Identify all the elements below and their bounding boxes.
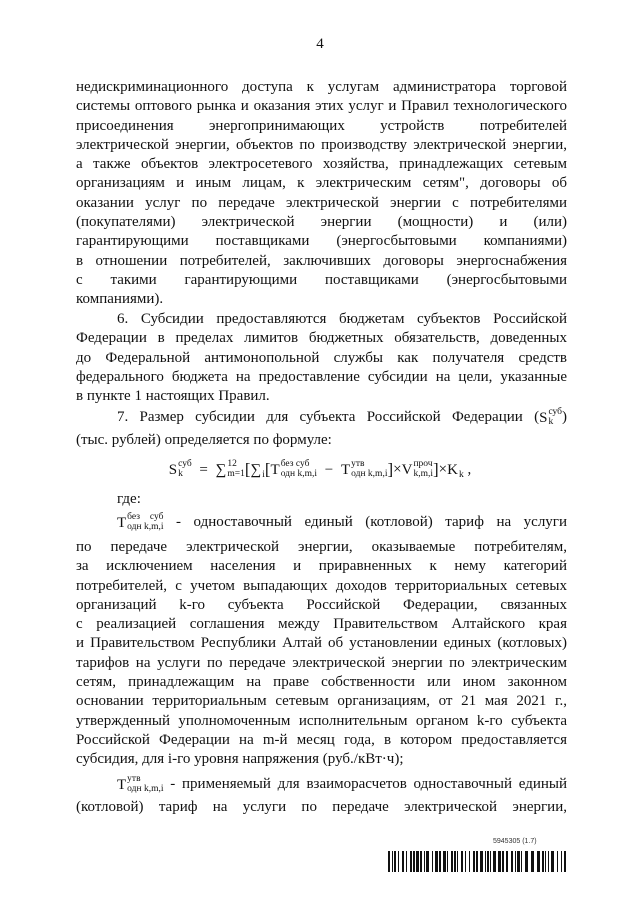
subsidy-formula [0, 456, 640, 483]
formula-k-base: K [447, 461, 458, 478]
where-label: где: [117, 491, 141, 507]
page-number: 4 [316, 36, 324, 52]
paragraph-1 [76, 78, 567, 310]
symbol-sub: k [548, 416, 554, 427]
formula-t2-base: T [340, 461, 351, 478]
open-paren: ( [534, 409, 540, 425]
symbol-sup: без суб [127, 512, 164, 523]
formula-v-base: V [401, 461, 413, 478]
formula-minus: − [324, 461, 334, 478]
symbol-base: T [117, 514, 127, 531]
formula-bracket-open-1: [ [244, 459, 251, 479]
formula-s-base: S [168, 461, 178, 478]
t-utv-definition [76, 798, 567, 817]
close-paren: ) [562, 409, 567, 425]
sum-icon: ∑ [215, 461, 227, 478]
formula-t1-base: T [270, 461, 280, 478]
text-line: системы оптового рынка и оказания этих услуг и Правил технологического [76, 98, 567, 115]
formula-v-sup: проч [413, 459, 433, 470]
formula-s-sub: k [178, 468, 183, 479]
text-line: утвержденный уполномоченным исполнительным органом k-го субъекта [76, 712, 567, 729]
text-line: электрической энергии, объектов по производству электрической энергии, [76, 136, 567, 153]
formula-k-sub: k [458, 469, 464, 480]
subsidy-symbol [539, 407, 562, 429]
t-bez-definition [76, 538, 567, 770]
barcode-number: 5945305 (1.7) [493, 838, 537, 845]
t-utv-symbol [117, 774, 163, 796]
text-line: за исключением населения и приравненных к нему категорий [76, 558, 567, 575]
text-line: недискриминационного доступа к услугам администратора торговой [76, 79, 567, 95]
text-line: и Правительством Республики Алтай об установлении единых (котловых) [76, 635, 567, 652]
formula-t-bez [271, 457, 317, 483]
symbol-sup: утв [127, 774, 141, 785]
text-line: а также объектов электросетевого хозяйства, принадлежащих сетевым [76, 156, 567, 173]
formula-bracket-close-1: ] [432, 459, 439, 479]
formula-s [169, 457, 192, 483]
barcode [388, 851, 567, 872]
formula-equals: = [199, 461, 208, 478]
text-line: (котловой) тариф на услуги по передаче электрической энергии, [76, 799, 567, 815]
text-line: федерального бюджета на предоставление субсидии на цели, указанные [76, 368, 567, 385]
text-line: с такими гарантирующими поставщиками (энергосбытовыми [76, 271, 567, 288]
symbol-sub: одн k,m,i [127, 521, 164, 532]
t-bez-definition-line [117, 511, 567, 535]
formula-t1-sub: одн k,m,i [280, 468, 318, 479]
t-utv-description: - применяемый для взаиморасчетов одноставочный единый [170, 776, 567, 792]
text-line: оказании услуг по передаче электрической энергии с потребителями [76, 194, 567, 211]
formula-t2-sub: одн k,m,i [351, 468, 388, 479]
formula-bracket-open-2: [ [264, 459, 271, 479]
text-line: потребителей, с учетом выпадающих доходов территориальных сетевых [76, 577, 567, 594]
formula-sum-i [251, 457, 265, 483]
text-line: в пункте 1 настоящих Правил. [76, 388, 270, 405]
formula-bracket-close-2: ] [387, 459, 394, 479]
text-line: 7. Размер субсидии для субъекта Российской Федерации [117, 409, 523, 425]
formula-k [447, 457, 464, 483]
formula-v-sub: k,m,i [413, 468, 433, 479]
text-line: сетям, принадлежащим на праве собственности или ином законном [76, 674, 567, 691]
formula-s-sup: суб [178, 459, 192, 470]
text-line: организациям и иным лицам, к электрическим сетям", договоры об [76, 175, 567, 192]
formula-end-comma: , [467, 461, 472, 478]
text-line: тарифов на услуги по передаче электрической энергии по электрическим [76, 654, 567, 671]
text-line: (покупателями) электрической энергии (мощности) и (или) [76, 214, 567, 231]
t-utv-definition-line [117, 773, 567, 797]
symbol-sup: суб [548, 407, 562, 418]
paragraph-7-line-1 [117, 406, 567, 430]
sum-lower-limit: m=1 [227, 468, 245, 479]
text-line: в отношении потребителей, заключивших договоры энергоснабжения [76, 252, 567, 269]
text-line: гарантирующими поставщиками (энергосбытовыми компаниями) [76, 233, 567, 250]
formula-v [402, 457, 433, 483]
t-bez-symbol [117, 512, 163, 534]
sum-upper-limit: 12 [227, 459, 237, 470]
formula-t2-sup: утв [351, 459, 365, 470]
sum-icon: ∑ [250, 461, 262, 478]
formula-sum-m [216, 457, 245, 483]
text-line: по передаче электрической энергии, оказываемые потребителям, [76, 539, 567, 555]
text-line: субсидия, для i-го уровня напряжения (руб./кВт·ч); [76, 751, 404, 768]
formula-times: × [393, 461, 402, 478]
text-line: до Федеральной антимонопольной службы как получателя средств [76, 349, 567, 366]
text-line: Российской Федерации на m-й месяц года, в котором предоставляется [76, 731, 567, 748]
text-line: Федерации в пределах лимитов бюджетных обязательств, доведенных [76, 330, 567, 347]
symbol-base: T [117, 776, 127, 793]
symbol-sub: одн k,m,i [127, 783, 164, 794]
text-line: компаниями). [76, 291, 164, 308]
t-bez-description: - одноставочный единый (котловой) тариф на услуги [176, 514, 567, 530]
symbol-base: S [539, 409, 548, 426]
sum-index: i [262, 469, 265, 480]
text-line: организаций k-го субъекта Российской Федерации, связанных [76, 596, 567, 613]
paragraph-6 [76, 310, 567, 406]
text-line: присоединения энергопринимающих устройств потребителей [76, 117, 567, 134]
formula-t-utv [341, 457, 387, 483]
formula-t1-sup: без суб [280, 459, 310, 470]
paragraph-7-line-2: (тыс. рублей) определяется по формуле: [76, 432, 332, 448]
text-line: 6. Субсидии предоставляются бюджетам субъектов Российской [117, 311, 567, 327]
formula-times: × [438, 461, 448, 478]
text-line: с реализацией соглашения между Правительством Алтайского края [76, 616, 567, 633]
text-line: основании территориальным сетевым организациям, от 21 мая 2021 г., [76, 693, 567, 710]
